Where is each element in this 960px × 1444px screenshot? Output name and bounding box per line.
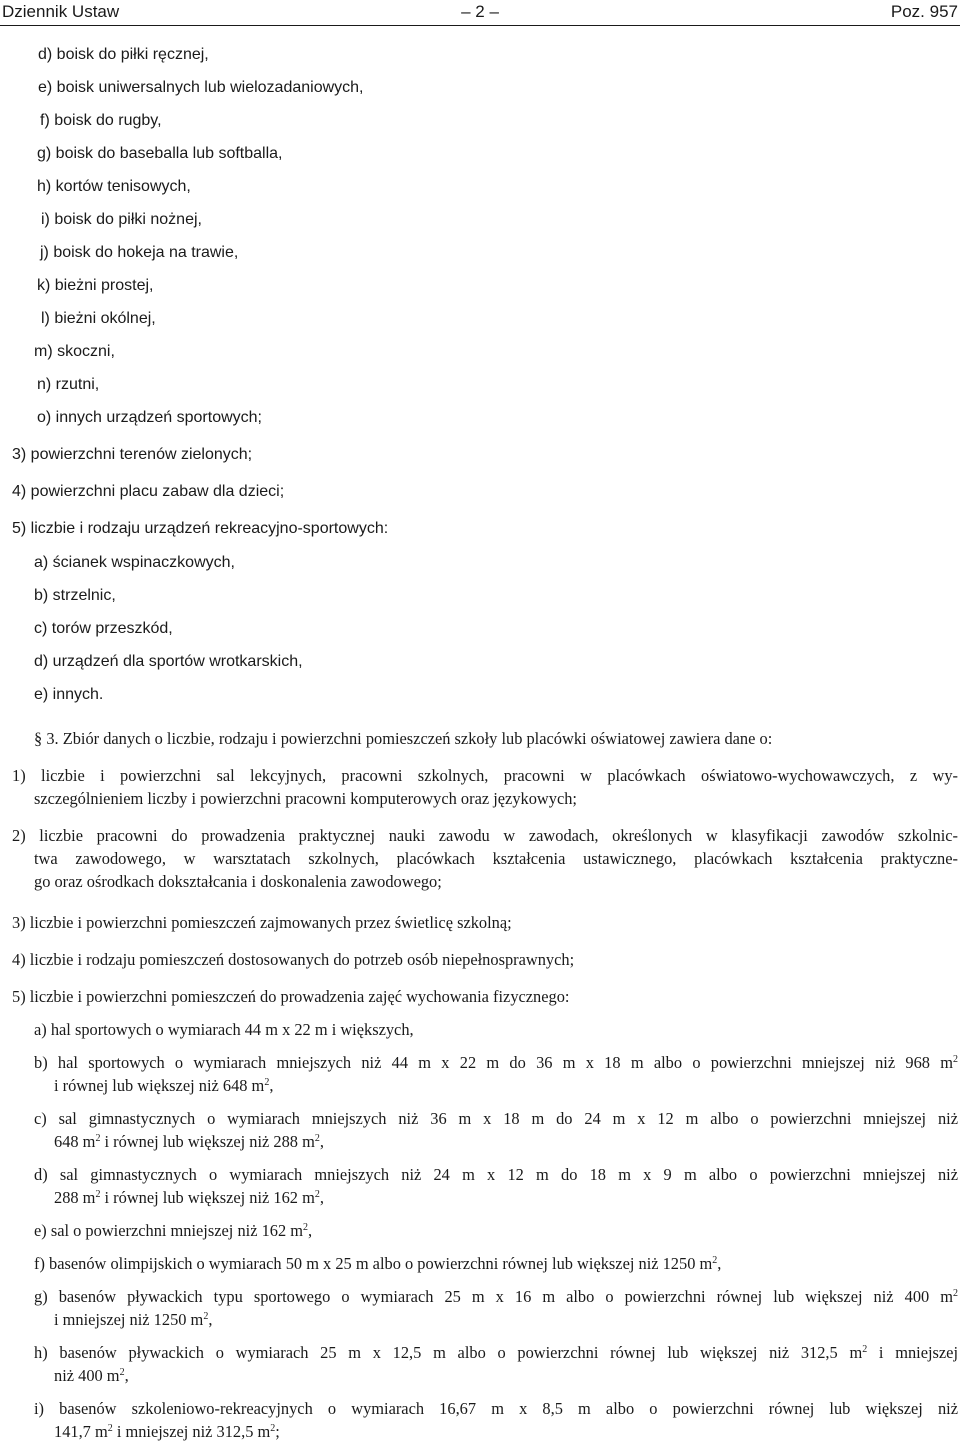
item-line: i mniejszej [867,1343,959,1362]
item-line: i mniejszej niż 312,5 m [112,1422,271,1441]
superscript: 2 [203,1311,209,1322]
item-line: 2) liczbie pracowni do prowadzenia praktycznej nauki zawodu w zawodach, określonych w klasyfikacji zawodów szkolnic- [12,826,958,845]
list-item: n) rzutni, [37,376,100,393]
punctuation: , [308,1221,313,1240]
section-text: 3. Zbiór danych o liczbie, rodzaju i powierzchni pomieszczeń szkoły lub placówki oświatowej zawiera dane o: [46,729,773,748]
item-3 [12,911,958,934]
section-3-heading [34,727,960,750]
superscript: 2 [314,1133,320,1144]
point-5: 5) liczbie i rodzaju urządzeń rekreacyjno-sportowych: [12,520,389,537]
section-sign: § [34,729,43,748]
sub-item-c [34,1107,958,1153]
superscript: 2 [95,1189,101,1200]
punctuation: , [208,1310,213,1329]
position-number: Poz. 957 [890,2,958,21]
item-line: e) sal o powierzchni mniejszej niż 162 m [34,1221,303,1240]
item-line: i) basenów szkoleniowo-rekreacyjnych o wymiarach 16,67 m x 8,5 m albo o powierzchni równej lub większej niż [34,1399,958,1418]
superscript: 2 [303,1222,308,1233]
item-line: 1) liczbie i powierzchni sal lekcyjnych, pracowni szkolnych, pracowni w placówkach oświatowo-wychowawczych, z wy- [12,766,958,785]
item-line: b) hal sportowych o wymiarach mniejszych niż 44 m x 22 m do 36 m x 18 m albo o powierzchni mniejszej niż 968 m [34,1053,953,1072]
sub-item-g [34,1285,958,1331]
item-line: a) hal sportowych o wymiarach 44 m x 22 m i większych, [34,1020,414,1039]
point-3: 3) powierzchni terenów zielonych; [12,446,253,463]
item-5 [12,985,958,1008]
item-line: i równej lub większej niż 162 m [100,1188,315,1207]
page-number: – 2 – [461,2,499,21]
item-line: niż 400 m [54,1366,120,1385]
superscript: 2 [119,1367,125,1378]
item-line: 3) liczbie i powierzchni pomieszczeń zajmowanych przez świetlicę szkolną; [12,913,512,932]
item-line: h) basenów pływackich o wymiarach 25 m x 12,5 m albo o powierzchni równej lub większej niż 312,5 m [34,1343,863,1362]
list-item: b) strzelnic, [34,587,116,604]
item-line: i mniejszej niż 1250 m [54,1310,204,1329]
list-item: a) ścianek wspinaczkowych, [34,554,235,571]
item-line: c) sal gimnastycznych o wymiarach mniejszych niż 36 m x 18 m do 24 m x 12 m albo o powierzchni mniejszej niż [34,1109,958,1128]
superscript: 2 [953,1288,958,1299]
list-item: j) boisk do hokeja na trawie, [40,244,239,261]
sub-item-a [34,1018,958,1041]
punctuation: , [319,1188,324,1207]
punctuation: , [319,1132,324,1151]
header-rule [0,25,960,26]
superscript: 2 [712,1255,718,1266]
list-item: e) boisk uniwersalnych lub wielozadaniowych, [38,79,364,96]
point-4: 4) powierzchni placu zabaw dla dzieci; [12,483,285,500]
list-item: f) boisk do rugby, [40,112,162,129]
item-line: g) basenów pływackich typu sportowego o wymiarach 25 m x 16 m albo o powierzchni równej lub większej niż 400 m [34,1287,953,1306]
punctuation: , [124,1366,129,1385]
list-item: d) urządzeń dla sportów wrotkarskich, [34,653,303,670]
list-item: o) innych urządzeń sportowych; [37,409,262,426]
item-line: i równej lub większej niż 648 m [54,1076,265,1095]
superscript: 2 [270,1423,276,1434]
item-line: 288 m [54,1188,96,1207]
list-item: m) skoczni, [34,343,115,360]
item-2 [12,824,958,893]
list-item: h) kortów tenisowych, [37,178,191,195]
superscript: 2 [107,1423,113,1434]
sub-item-i [34,1397,958,1443]
superscript: 2 [264,1077,270,1088]
item-4 [12,948,958,971]
item-line: 141,7 m [54,1422,108,1441]
page-header [0,0,960,27]
punctuation: , [269,1076,274,1095]
item-line: go oraz ośrodkach dokształcania i doskonalenia zawodowego; [34,872,442,891]
item-1 [12,764,958,810]
list-item: e) innych. [34,686,104,703]
list-item: g) boisk do baseballa lub softballa, [37,145,283,162]
item-line: d) sal gimnastycznych o wymiarach mniejszych niż 24 m x 12 m do 18 m x 9 m albo o powierzchni mniejszej niż [34,1165,958,1184]
item-line: 648 m [54,1132,96,1151]
superscript: 2 [862,1344,868,1355]
sub-item-d [34,1163,958,1209]
punctuation: , [717,1254,722,1273]
journal-title: Dziennik Ustaw [2,2,120,21]
list-item: i) boisk do piłki nożnej, [41,211,202,228]
item-line: szczególnieniem liczby i powierzchni pracowni komputerowych oraz językowych; [34,789,577,808]
punctuation: ; [275,1422,280,1441]
sub-item-h [34,1341,958,1387]
superscript: 2 [95,1133,101,1144]
item-line: 5) liczbie i powierzchni pomieszczeń do prowadzenia zajęć wychowania fizycznego: [12,987,570,1006]
item-line: i równej lub większej niż 288 m [100,1132,315,1151]
item-line: 4) liczbie i rodzaju pomieszczeń dostosowanych do potrzeb osób niepełnosprawnych; [12,950,575,969]
sub-item-f [34,1252,958,1275]
sub-item-b [34,1051,958,1097]
list-item: c) torów przeszkód, [34,620,173,637]
list-item: l) bieżni okólnej, [41,310,156,327]
sub-item-e [34,1219,958,1242]
item-line: f) basenów olimpijskich o wymiarach 50 m x 25 m albo o powierzchni równej lub większej niż 1250 m [34,1254,713,1273]
item-line: twa zawodowego, w warsztatach szkolnych, placówkach kształcenia ustawicznego, placówkach kształcenia praktyczne- [34,849,958,868]
superscript: 2 [953,1054,958,1065]
list-item: d) boisk do piłki ręcznej, [38,46,209,63]
list-item: k) bieżni prostej, [37,277,154,294]
superscript: 2 [314,1189,320,1200]
